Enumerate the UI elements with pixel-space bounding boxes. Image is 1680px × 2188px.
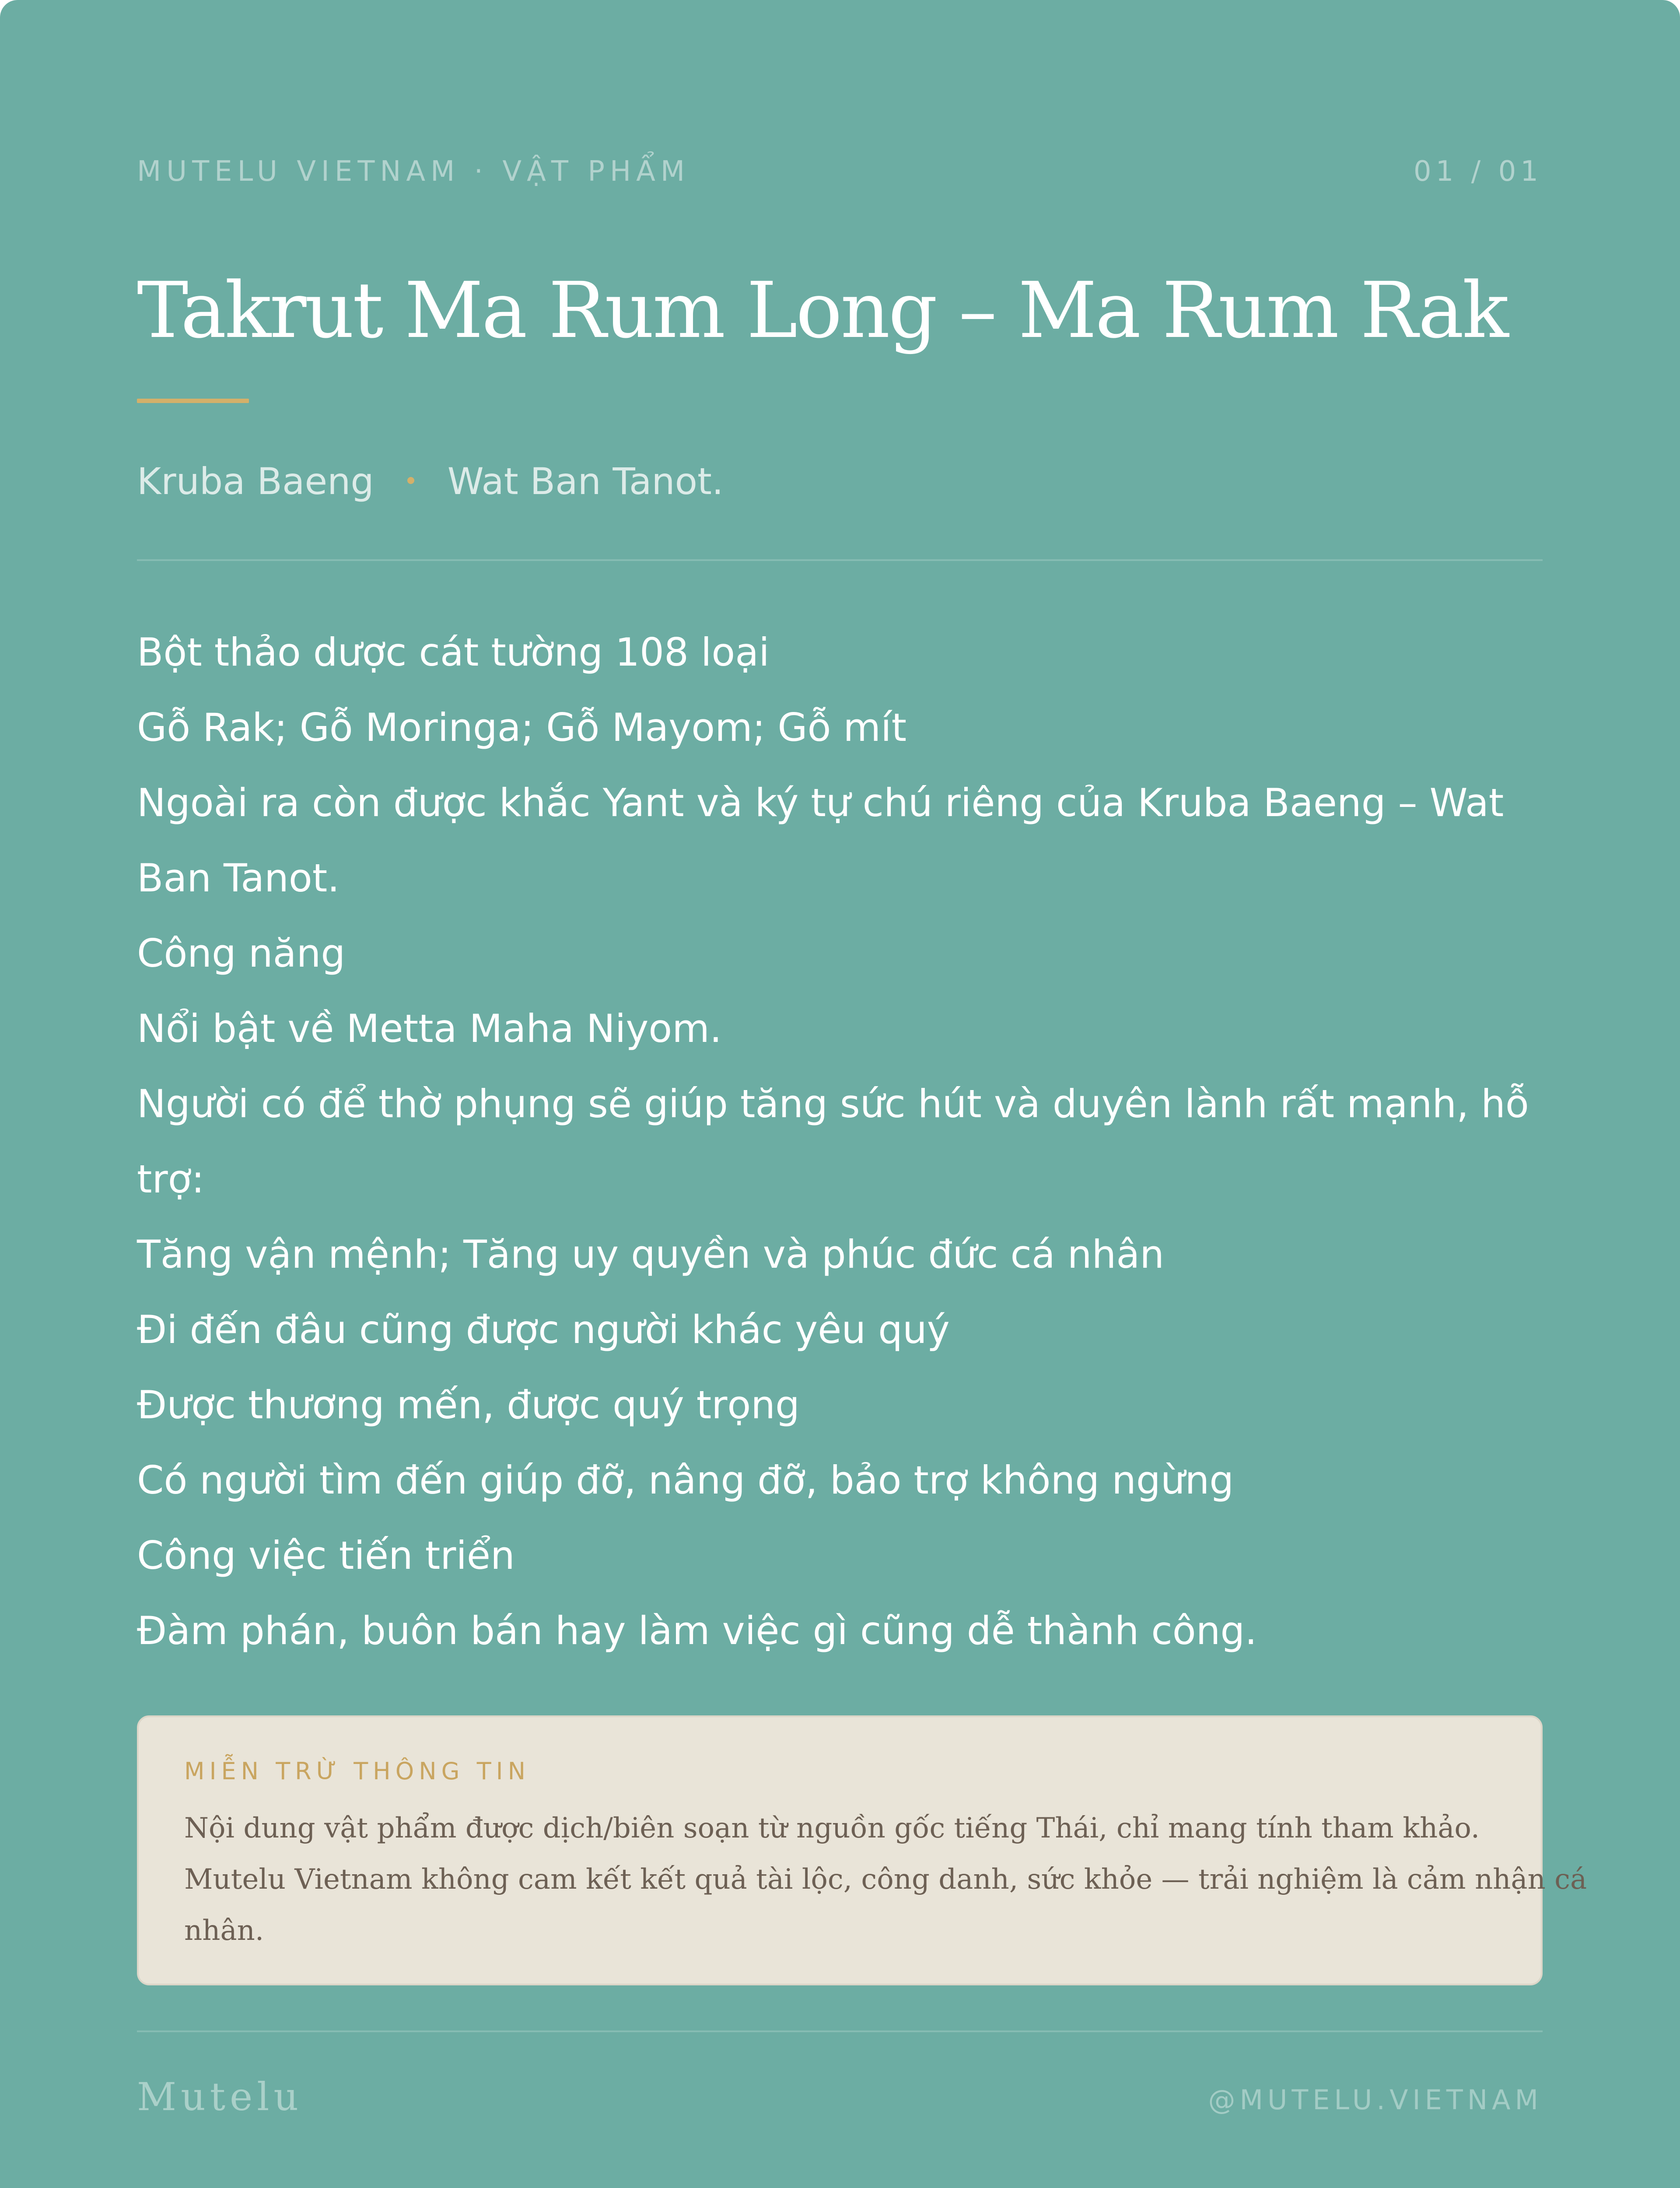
description-line: Có người tìm đến giúp đỡ, nâng đỡ, bảo trợ không ngừng — [137, 1458, 1234, 1503]
product-meta — [137, 457, 724, 505]
disclaimer-line: nhân. — [184, 1914, 264, 1947]
page-count: 01 / 01 — [1413, 155, 1543, 188]
product-title: Takrut Ma Rum Long – Ma Rum Rak — [137, 266, 1507, 355]
description-line: Ngoài ra còn được khắc Yant và ký tự chú riêng của Kruba Baeng – Wat — [137, 780, 1504, 825]
description-line: Bột thảo dược cát tường 108 loại — [137, 630, 770, 675]
disclaimer-line: Mutelu Vietnam không cam kết kết quả tài lộc, công danh, sức khỏe — trải nghiệm là cảm nhận cá — [184, 1863, 1587, 1896]
footer-divider — [137, 2030, 1543, 2032]
footer-logo: Mutelu — [137, 2074, 303, 2119]
description-line: Nổi bật về Metta Maha Niyom. — [137, 1006, 722, 1051]
product-description — [137, 615, 1543, 1669]
brand-label: MUTELU VIETNAM · VẬT PHẨM — [137, 155, 690, 188]
temple-name: Wat Ban Tanot. — [447, 460, 724, 503]
description-line: Ban Tanot. — [137, 856, 340, 901]
description-line: Được thương mến, được quý trọng — [137, 1382, 800, 1427]
title-accent-bar — [137, 399, 249, 403]
description-line: Người có để thờ phụng sẽ giúp tăng sức hút và duyên lành rất mạnh, hỗ — [137, 1081, 1529, 1126]
card-header — [137, 155, 1543, 190]
description-line: Đi đến đâu cũng được người khác yêu quý — [137, 1307, 950, 1352]
monk-name: Kruba Baeng — [137, 460, 374, 503]
disclaimer-label: MIỄN TRỪ THÔNG TIN — [184, 1757, 530, 1785]
description-line: Công năng — [137, 931, 346, 976]
disclaimer-box — [137, 1715, 1587, 1985]
header-divider — [137, 559, 1543, 561]
description-line: trợ: — [137, 1157, 205, 1202]
description-line: Công việc tiến triển — [137, 1533, 515, 1578]
disclaimer-line: Nội dung vật phẩm được dịch/biên soạn từ nguồn gốc tiếng Thái, chỉ mang tính tham khảo. — [184, 1812, 1480, 1844]
separator-dot-icon — [407, 477, 414, 484]
card-content — [137, 0, 1587, 2188]
description-line: Gỗ Rak; Gỗ Moringa; Gỗ Mayom; Gỗ mít — [137, 705, 907, 750]
social-handle: @MUTELU.VIETNAM — [1208, 2084, 1543, 2116]
disclaimer-text — [184, 1803, 1587, 1957]
description-line: Tăng vận mệnh; Tăng uy quyền và phúc đức cá nhân — [137, 1232, 1165, 1277]
description-line: Đàm phán, buôn bán hay làm việc gì cũng dễ thành công. — [137, 1608, 1257, 1653]
